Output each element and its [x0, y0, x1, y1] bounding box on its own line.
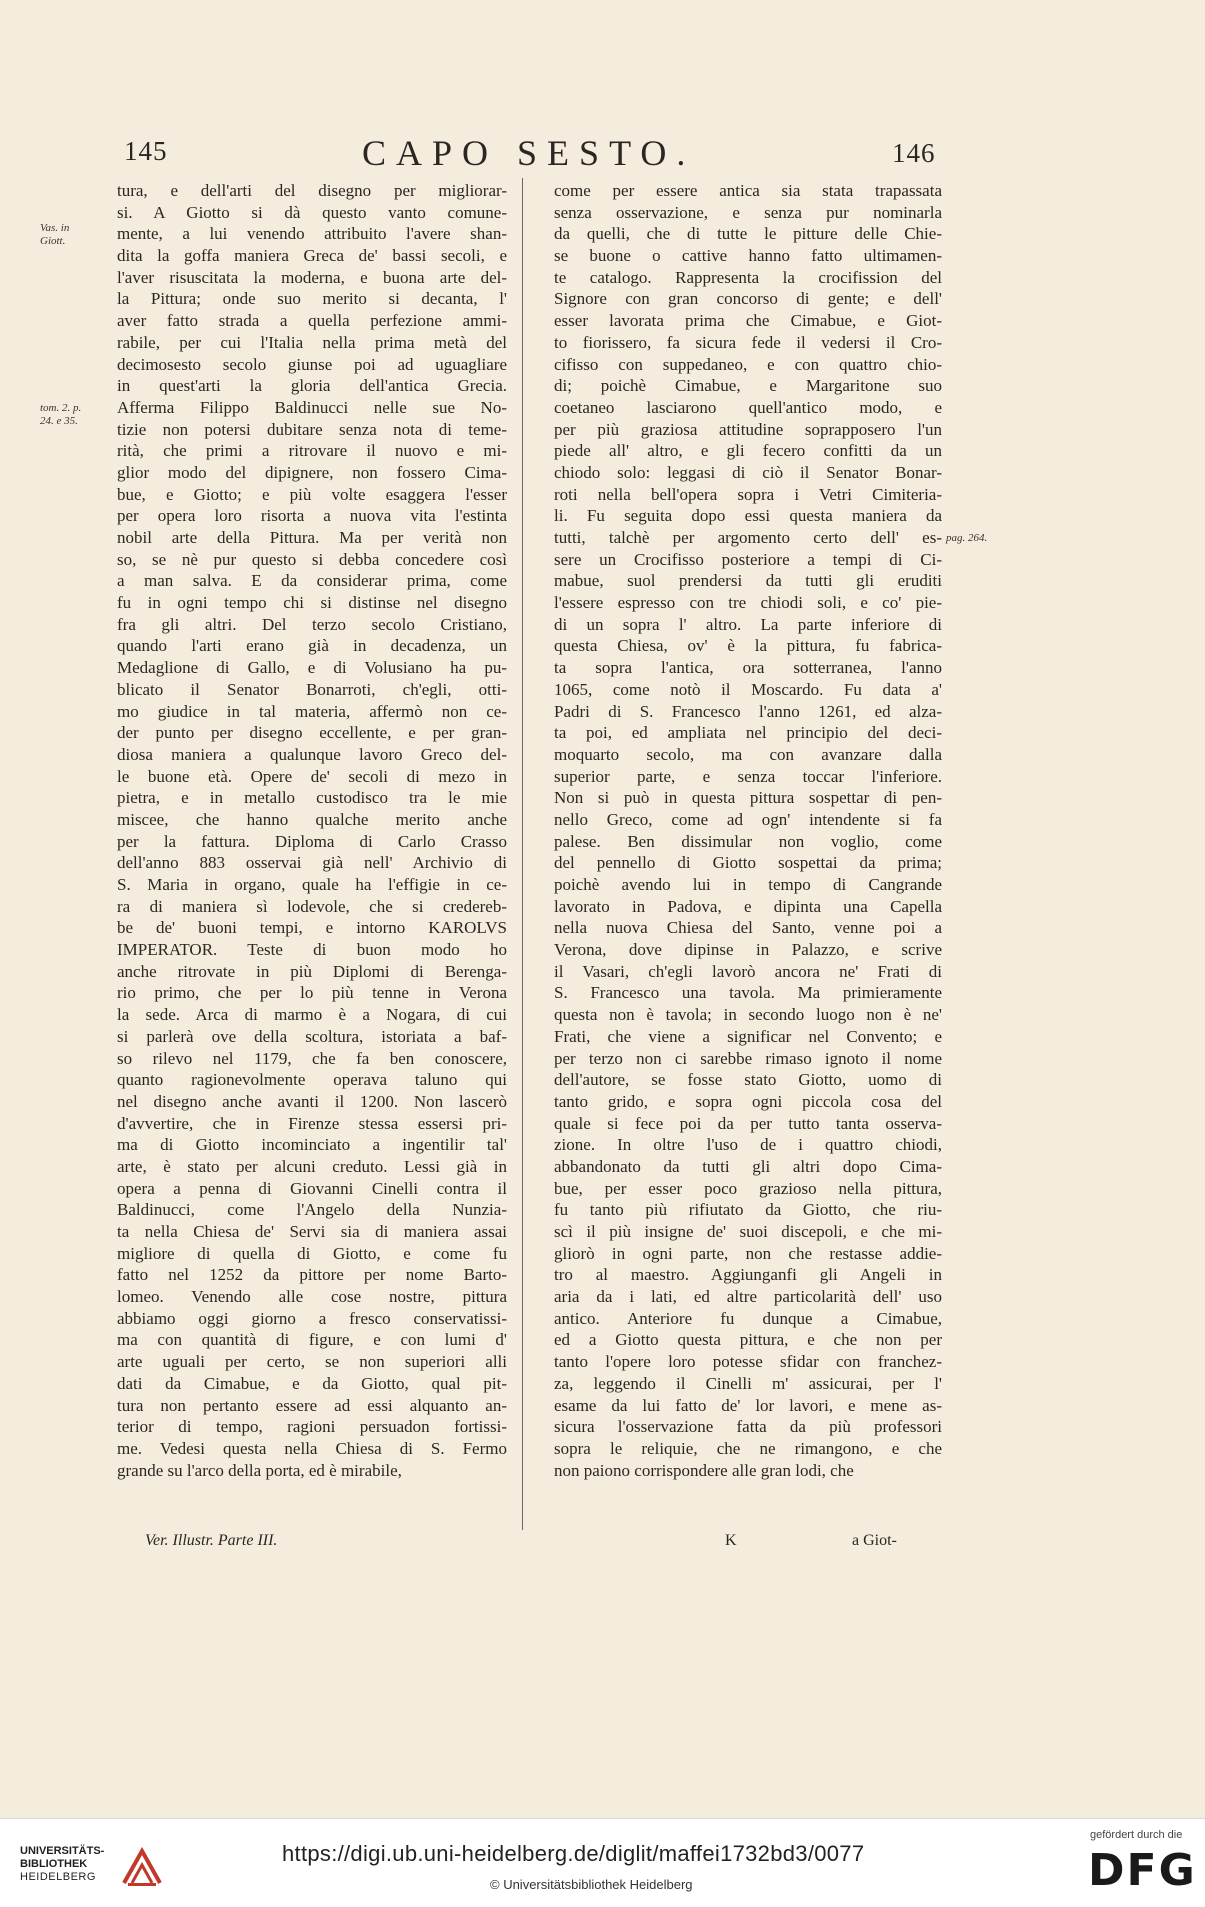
text-line: quale si fece poi da per tutto tanta osserva- [554, 1113, 942, 1133]
text-line: fra gli altri. Del terzo secolo Cristiano, [117, 614, 507, 634]
text-line: lomeo. Venendo alle cose nostre, pittura [117, 1287, 507, 1307]
text-line: migliore di quella di Giotto, e come fu [117, 1243, 507, 1263]
text-line: blicato il Senator Bonarroti, ch'egli, otti- [117, 679, 507, 699]
text-line: moquarto secolo, ma con avanzare dalla [554, 744, 942, 764]
library-name [20, 1845, 122, 1884]
text-line: la sede. Arca di marmo è a Nogara, di cui [117, 1005, 507, 1025]
library-logo-icon [120, 1843, 164, 1889]
funding-caption: gefördert durch die [1090, 1829, 1183, 1841]
text-line: fatto nel 1252 da pittore per nome Barto- [117, 1265, 507, 1285]
text-line: aver fatto strada a quella perfezione ammi- [117, 311, 507, 331]
text-line: decimosesto secolo giunse poi ad uguagliare [117, 354, 507, 374]
text-line: Non si può in questa pittura sospettar di pen- [554, 788, 942, 808]
text-column-right [554, 180, 942, 1481]
text-line: fu tanto più rifiutato da Giotto, che riu- [554, 1200, 942, 1220]
text-line: questa Chiesa, ov' è la pittura, fu fabrica- [554, 636, 942, 656]
text-line: anche ritrovate in più Diplomi di Berenga- [117, 961, 507, 981]
text-line: cifisso con suppedaneo, e con quattro chio- [554, 354, 942, 374]
text-line: dell'anno 883 osservai già nell' Archivio di [117, 853, 507, 873]
text-line: di un sopra l' altro. La parte inferiore di [554, 614, 942, 634]
text-line: superior parte, e senza toccar l'inferiore. [554, 766, 942, 786]
text-line: se buone o cattive hanno fatto ultimamen- [554, 246, 942, 266]
page-header [0, 132, 1205, 176]
text-line: si. A Giotto si dà questo vanto comune- [117, 202, 507, 222]
text-line: ta poi, ed ampliata nel principio del deci- [554, 723, 942, 743]
text-line: del pennello di Giotto sospettai da prima; [554, 853, 942, 873]
text-line: sere un Crocifisso posteriore a tempi di Ci- [554, 549, 942, 569]
text-line: grande su l'arco della porta, ed è mirabile, [117, 1460, 402, 1480]
text-line: bue, e Giotto; e più volte esaggera l'esser [117, 484, 507, 504]
text-line: lavorato in Padova, e dipinta una Capella [554, 896, 942, 916]
margin-note-line: Giott. [40, 235, 66, 247]
text-line: a man salva. E da considerar prima, come [117, 571, 507, 591]
text-line: dati da Cimabue, e da Giotto, qual pit- [117, 1373, 507, 1393]
copyright-notice: © Universitätsbibliothek Heidelberg [490, 1877, 693, 1892]
text-line: nella nuova Chiesa del Santo, venne poi a [554, 918, 942, 938]
margin-note-line: tom. 2. p. [40, 402, 82, 414]
text-line: der punto per disegno eccellente, e per gran- [117, 723, 507, 743]
text-line: ma di Giotto incominciato a ingentilir tal' [117, 1135, 507, 1155]
text-line: tutti, talchè per argomento certo dell' es- [554, 528, 942, 547]
text-line: la Pittura; onde suo merito si decanta, l' [117, 289, 507, 309]
signature-letter: K [725, 1532, 737, 1549]
text-line: diosa maniera a qualunque lavoro Greco del- [117, 744, 507, 764]
text-line: in quest'arti la gloria dell'antica Grecia. [117, 376, 507, 396]
text-line: tanto l'opere loro potesse sfidar con franchez- [554, 1352, 942, 1372]
text-line: ma con quantità di figure, e con lumi d' [117, 1330, 507, 1350]
catchword: a Giot- [852, 1532, 897, 1549]
text-line: tizie non potersi dubitare senza nota di teme- [117, 419, 507, 439]
text-line: za, leggendo il Cinelli m' assicurai, per l' [554, 1373, 942, 1393]
text-line: tanto grido, e sopra ogni piccola cosa del [554, 1091, 942, 1111]
page-number-left: 145 [124, 136, 168, 166]
text-line: coetaneo lasciarono quell'antico modo, e [554, 397, 942, 417]
text-line: antico. Anteriore fu dunque a Cimabue, [554, 1308, 942, 1328]
text-line: Afferma Filippo Baldinucci nelle sue No- [117, 397, 507, 417]
library-name-line: BIBLIOTHEK [20, 1858, 88, 1870]
text-line: chiodo solo: leggasi di ciò il Senator Bonar- [554, 462, 942, 482]
text-line: palese. Ben dissimular non voglio, come [554, 831, 942, 851]
text-line: Frati, che viene a significar nel Convento; e [554, 1026, 942, 1046]
text-line: il Vasari, ch'egli lavorò ancora ne' Frati di [554, 961, 942, 981]
text-line: rità, che primi a ritrovare il nuovo e mi- [117, 441, 507, 461]
text-line: nello Greco, come ad ogn' intendente si fa [554, 809, 942, 829]
text-line: me. Vedesi questa nella Chiesa di S. Fermo [117, 1438, 507, 1458]
text-line: esame da lui fatto de' lor lavori, e mene as- [554, 1395, 942, 1415]
text-line: arte, è stato per alcuni creduto. Lessi già in [117, 1156, 507, 1176]
library-name-line: UNIVERSITÄTS- [20, 1845, 105, 1857]
text-line: dita la goffa maniera Greca de' bassi secoli, e [117, 246, 507, 266]
text-line: opera a penna di Giovanni Cinelli contra il [117, 1178, 507, 1198]
text-line: ra di maniera sì lodevole, che si credereb- [117, 896, 507, 916]
text-line: sopra le reliquie, che ne rimangono, e che [554, 1438, 942, 1458]
text-line: nobil arte della Pittura. Ma per verità non [117, 528, 507, 547]
text-line: mabue, suol prendersi da tutti gli eruditi [554, 571, 942, 591]
text-line: Verona, dove dipinse in Palazzo, e scrive [554, 940, 942, 960]
text-line: to fiorissero, fa sicura fede il vedersi il Cro- [554, 332, 942, 352]
text-line: mo giudice in tal materia, affermò non ce- [117, 701, 507, 721]
library-name-line: HEIDELBERG [20, 1871, 96, 1883]
text-line: per opera loro risorta a nuova vita l'estinta [117, 506, 507, 526]
viewer-footer [0, 1818, 1205, 1907]
margin-note-vasari [40, 222, 69, 248]
text-line: terior di tempo, ragioni persuadon fortissi- [117, 1417, 507, 1437]
text-line: per più graziosa attitudine soprapposero l'un [554, 419, 942, 439]
text-line: nel disegno anche avanti il 1200. Non lascerò [117, 1091, 507, 1111]
text-line: esser lavorata prima che Cimabue, e Giot- [554, 311, 942, 331]
text-line: per terzo non ci sarebbe rimaso ignoto il nome [554, 1048, 942, 1068]
text-line: so rilevo nel 1179, che fa ben conoscere, [117, 1048, 507, 1068]
text-line: Signore con gran concorso di gente; e dell' [554, 289, 942, 309]
margin-note-line: Vas. in [40, 222, 70, 234]
text-line: be de' buoni tempi, e intorno KAROLVS [117, 918, 507, 938]
text-line: senza osservazione, e senza pur nominarla [554, 202, 942, 222]
text-line: quanto ragionevolmente operava taluno qui [117, 1070, 507, 1090]
text-line: bue, per esser poco grazioso nella pittura, [554, 1178, 942, 1198]
text-line: questa non è tavola; in secondo luogo non è ne' [554, 1005, 942, 1025]
text-line: te catalogo. Rappresenta la crocifission del [554, 267, 942, 287]
text-line: poichè avendo lui in tempo di Cangrande [554, 875, 942, 894]
text-line: come per essere antica sia stata trapassata [554, 181, 942, 200]
text-line: S. Maria in organo, quale ha l'effigie in ce- [117, 875, 507, 894]
text-line: per la fattura. Diploma di Carlo Crasso [117, 831, 507, 851]
text-line: le buone età. Opere de' secoli di mezo in [117, 766, 507, 786]
text-line: fu in ogni tempo chi si distinse nel disegno [117, 593, 507, 613]
text-line: tura, e dell'arti del disegno per migliorar- [117, 181, 507, 200]
text-line: miscee, che hanno qualche merito anche [117, 809, 507, 829]
margin-note-line: 24. e 35. [40, 415, 78, 427]
text-line: abbiamo oggi giorno a fresco conservatissi- [117, 1308, 507, 1328]
text-line: arte uguali per certo, se non superiori alli [117, 1352, 507, 1372]
column-divider [522, 178, 523, 1530]
text-column-left [117, 180, 507, 1481]
margin-note-pag: pag. 264. [946, 532, 988, 544]
text-line: aria da i lati, ed altre particolarità dell' uso [554, 1287, 942, 1307]
dfg-logo: DFG [1088, 1845, 1197, 1896]
page-url-link[interactable]: https://digi.ub.uni-heidelberg.de/diglit/maffei1732bd3/0077 [282, 1841, 865, 1866]
text-line: zione. In oltre l'uso de i quattro chiodi, [554, 1135, 942, 1155]
text-line: li. Fu seguita dopo essi questa maniera da [554, 506, 942, 526]
page-number-right: 146 [892, 138, 936, 168]
text-line: di; poichè Cimabue, e Margaritone suo [554, 376, 942, 396]
text-line: gliorò in ogni parte, non che restasse addie- [554, 1243, 942, 1263]
text-line: glior modo del dipignere, non fossero Cima- [117, 462, 507, 482]
text-line: S. Francesco una tavola. Ma primieramente [554, 983, 942, 1003]
text-line: da quelli, che di tutte le pitture delle Chie- [554, 224, 942, 244]
text-line: ed a Giotto questa pittura, e che non per [554, 1330, 942, 1350]
text-line: sicura l'osservazione fatta da più professori [554, 1417, 942, 1437]
text-line: Baldinucci, come l'Angelo della Nunzia- [117, 1200, 507, 1220]
text-line: pietra, e in metallo custodisco tra le mie [117, 788, 507, 808]
text-line: tura non pertanto essere ad essi alquanto an- [117, 1395, 507, 1415]
text-line: dell'autore, se fosse stato Giotto, uomo di [554, 1070, 942, 1090]
text-line: scì il più insigne de' suoi discepoli, e che mi- [554, 1222, 942, 1241]
text-line: l'aver risuscitata la moderna, e buona arte del- [117, 267, 507, 287]
text-line: si parlerà ove della scoltura, istoriata a baf- [117, 1026, 507, 1046]
text-line: IMPERATOR. Teste di buon modo ho [117, 940, 507, 960]
text-line: d'avvertire, che in Firenze stessa essersi pri- [117, 1113, 507, 1133]
text-line: l'essere espresso con tre chiodi soli, e co' pie- [554, 593, 942, 613]
running-title: CAPO SESTO. [362, 133, 696, 173]
text-line: non paiono corrispondere alle gran lodi, che [554, 1460, 854, 1480]
text-line: roti nella bell'opera sopra i Vetri Cimiteria- [554, 484, 942, 504]
text-line: piede all' altro, e gli fecero confitti da un [554, 441, 942, 461]
text-line: abbandonato da tutti gli altri dopo Cima- [554, 1156, 942, 1176]
text-line: ta sopra l'antica, ora sotterranea, l'anno [554, 658, 942, 678]
text-line: 1065, come notò il Moscardo. Fu data a' [554, 679, 942, 699]
text-line: rio primo, che per lo più tenne in Verona [117, 983, 507, 1003]
text-line: tro al maestro. Aggiunganfi gli Angeli in [554, 1265, 942, 1285]
text-line: mente, a lui venendo attribuito l'avere shan- [117, 224, 507, 244]
text-line: Medaglione di Gallo, e di Volusiano ha pu- [117, 658, 507, 678]
margin-note-tom [40, 402, 81, 428]
text-line: so, se nè pur questo si debba concedere così [117, 549, 507, 569]
text-line: ta nella Chiesa de' Servi sia di maniera assai [117, 1222, 507, 1241]
signature-mark: Ver. Illustr. Parte III. [145, 1532, 278, 1549]
text-line: rabile, per cui l'Italia nella prima metà del [117, 332, 507, 352]
text-line: Padri di S. Francesco l'anno 1261, ed alza- [554, 701, 942, 721]
text-line: quando l'arti erano già in decadenza, un [117, 636, 507, 656]
